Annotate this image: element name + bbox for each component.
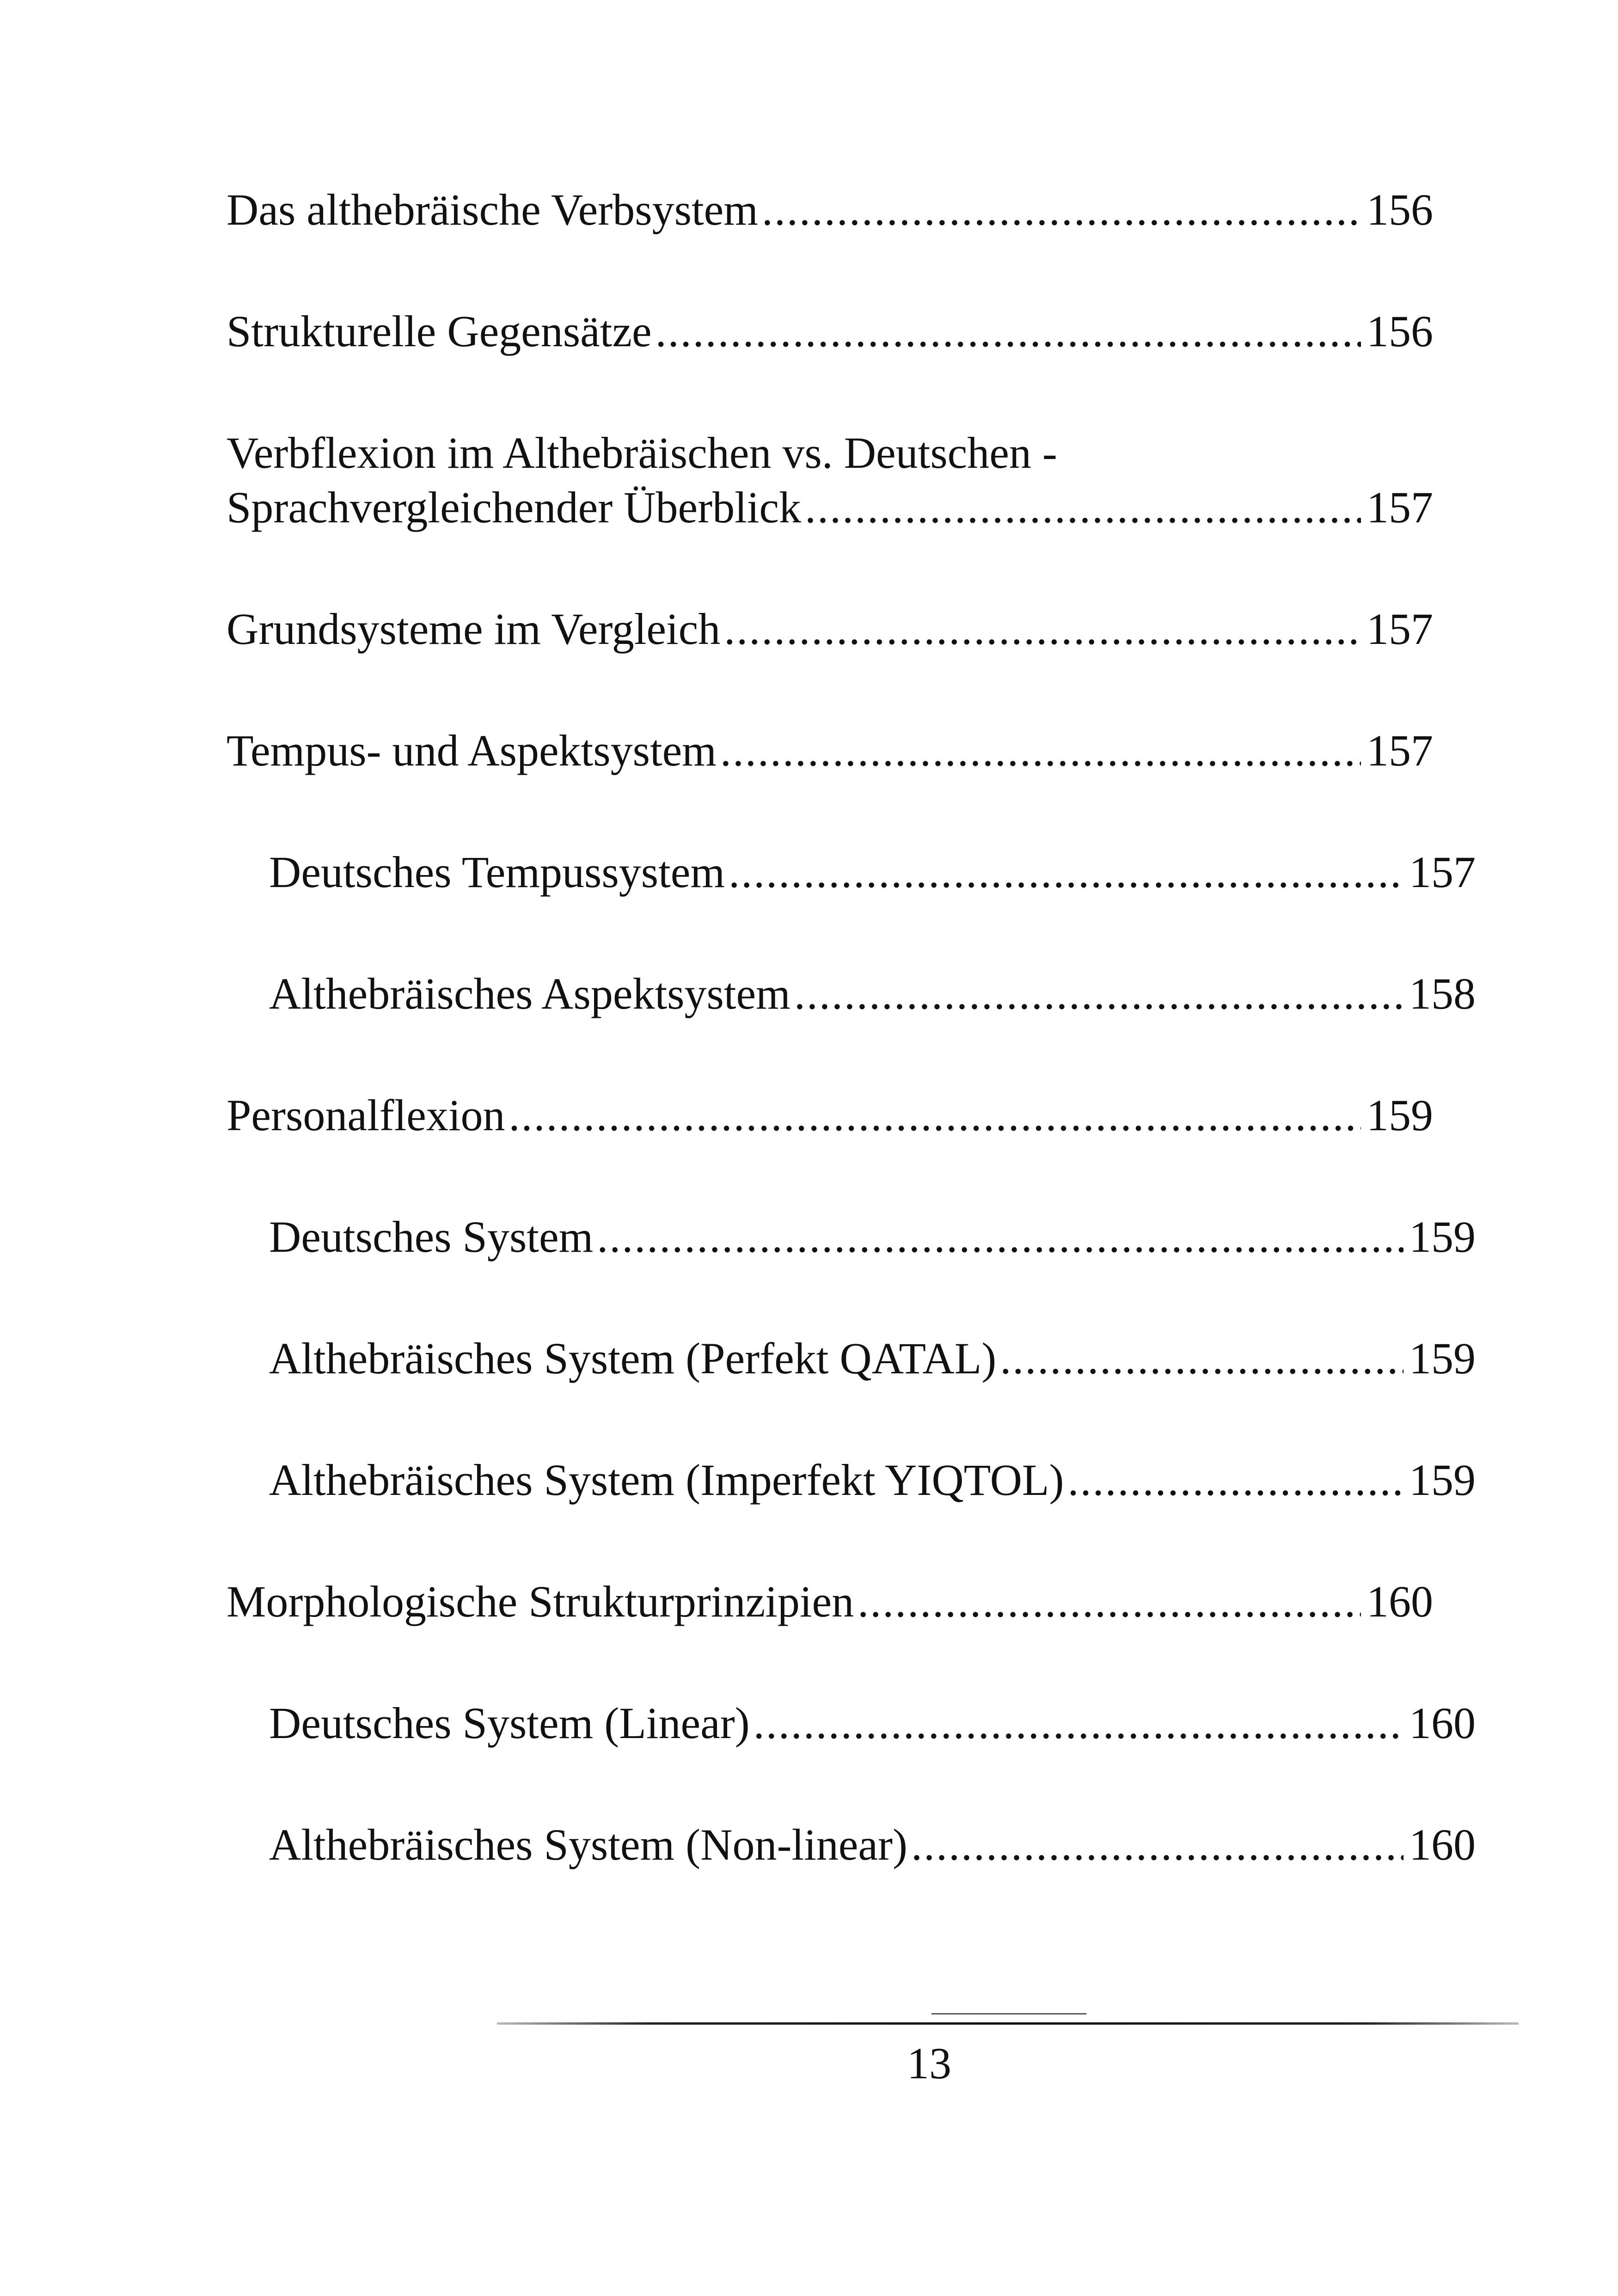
toc-entry — [227, 426, 1433, 535]
toc-entry-page: 160 — [1409, 1698, 1476, 1748]
toc-entry-title: Althebräisches System (Non-linear) — [269, 1820, 907, 1869]
toc-entry-page: 157 — [1409, 847, 1476, 897]
toc-entry-line — [227, 1574, 1433, 1629]
toc-entry — [227, 1574, 1433, 1629]
toc-entry — [227, 1210, 1476, 1264]
toc-entry-line — [227, 304, 1433, 359]
dot-leader — [805, 480, 1361, 535]
dot-leader — [724, 602, 1361, 656]
toc-entry-title: Althebräisches System (Perfekt QATAL) — [269, 1334, 997, 1383]
toc-entry-page: 159 — [1367, 1090, 1433, 1140]
toc-entry-title: Strukturelle Gegensätze — [227, 306, 652, 356]
page-footer — [0, 2004, 1618, 2143]
toc-entry — [227, 967, 1476, 1021]
toc-entry — [227, 723, 1433, 778]
toc-entry-page: 160 — [1409, 1820, 1476, 1869]
toc-entry-line — [227, 1088, 1433, 1143]
toc-entry-title: Das althebräische Verbsystem — [227, 185, 758, 234]
dot-leader — [911, 1818, 1403, 1872]
dot-leader — [597, 1210, 1403, 1264]
toc-entry-line — [269, 1696, 1476, 1751]
toc-entry-title: Tempus- und Aspektsystem — [227, 726, 717, 775]
dot-leader — [656, 304, 1361, 359]
toc-entry-page: 156 — [1367, 306, 1433, 356]
page-number: 13 — [907, 2039, 951, 2088]
toc-entry-line — [227, 723, 1433, 778]
toc-entry-title: Grundsysteme im Vergleich — [227, 604, 721, 654]
toc-entry-page: 157 — [1367, 726, 1433, 775]
toc-entry — [227, 304, 1433, 359]
dot-leader — [729, 845, 1403, 900]
toc-entry-title: Sprachvergleichender Überblick — [227, 483, 802, 532]
toc-entry — [227, 845, 1476, 900]
toc-entry-line — [227, 183, 1433, 237]
toc-entry-line — [227, 480, 1433, 535]
table-of-contents — [227, 183, 1476, 1872]
toc-entry-page: 159 — [1409, 1455, 1476, 1505]
toc-entry-line — [269, 1453, 1476, 1507]
toc-entry — [227, 1696, 1476, 1751]
toc-entry-title-line — [227, 426, 1433, 480]
toc-entry-title: Verbflexion im Althebräischen vs. Deutschen - — [227, 428, 1057, 478]
toc-entry-page: 157 — [1367, 483, 1433, 532]
toc-entry-title: Deutsches Tempussystem — [269, 847, 725, 897]
toc-entry-line — [269, 1210, 1476, 1264]
dot-leader — [509, 1088, 1361, 1143]
toc-entry-page: 158 — [1409, 969, 1476, 1018]
dot-leader — [1000, 1331, 1403, 1386]
toc-entry-page: 159 — [1409, 1212, 1476, 1261]
dot-leader — [754, 1696, 1403, 1751]
toc-entry-title: Deutsches System — [269, 1212, 594, 1261]
toc-entry-title: Personalflexion — [227, 1090, 505, 1140]
toc-entry-line — [269, 1331, 1476, 1386]
toc-entry — [227, 1453, 1476, 1507]
dot-leader — [762, 183, 1361, 237]
toc-entry — [227, 1331, 1476, 1386]
dot-leader — [1068, 1453, 1403, 1507]
toc-entry-line — [269, 845, 1476, 900]
dot-leader — [794, 967, 1403, 1021]
toc-entry-page: 160 — [1367, 1577, 1433, 1626]
toc-entry-title: Althebräisches System (Imperfekt YIQTOL) — [269, 1455, 1064, 1505]
footer-rule — [497, 2022, 1519, 2025]
toc-entry-title: Morphologische Strukturprinzipien — [227, 1577, 854, 1626]
toc-entry — [227, 1818, 1476, 1872]
dot-leader — [858, 1574, 1361, 1629]
footer-rule-short — [932, 2013, 1086, 2014]
toc-entry-title: Althebräisches Aspektsystem — [269, 969, 791, 1018]
toc-entry — [227, 183, 1433, 237]
toc-entry — [227, 602, 1433, 656]
toc-entry-page: 156 — [1367, 185, 1433, 234]
toc-entry-title: Deutsches System (Linear) — [269, 1698, 750, 1748]
toc-entry-page: 159 — [1409, 1334, 1476, 1383]
toc-entry-line — [227, 602, 1433, 656]
toc-entry-line — [269, 1818, 1476, 1872]
toc-entry-page: 157 — [1367, 604, 1433, 654]
toc-entry-line — [269, 967, 1476, 1021]
dot-leader — [720, 723, 1361, 778]
toc-entry — [227, 1088, 1433, 1143]
